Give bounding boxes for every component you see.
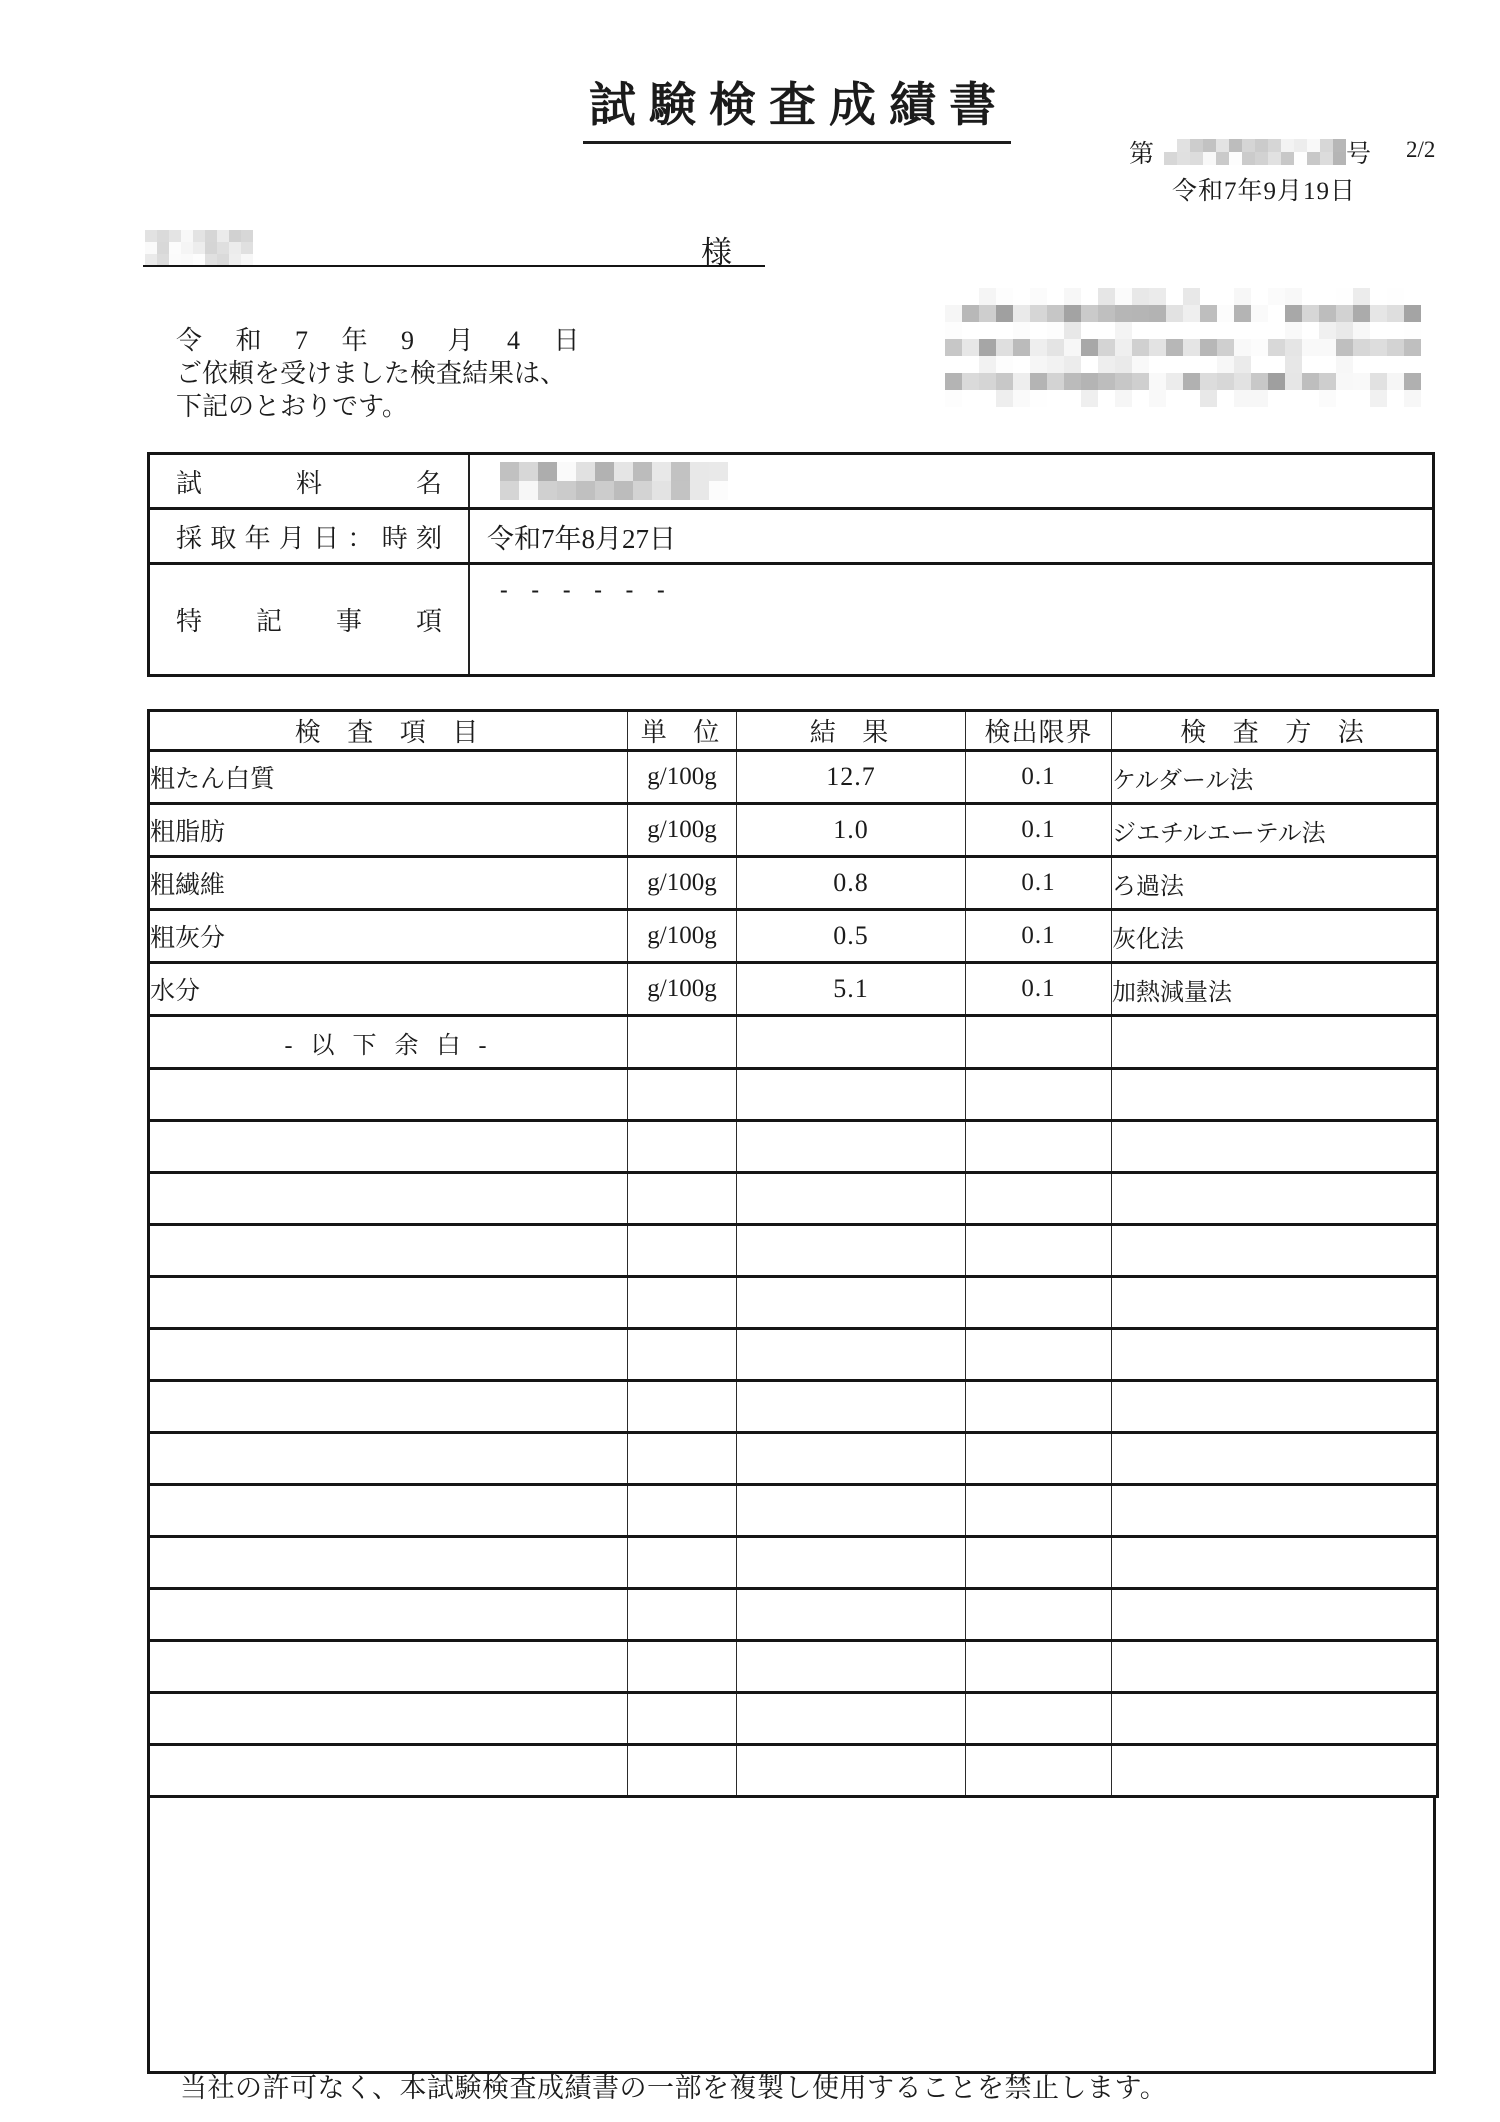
empty-cell (1112, 1485, 1438, 1537)
cell-limit: 0.1 (966, 751, 1112, 804)
empty-cell (149, 1537, 628, 1589)
empty-cell (628, 1121, 737, 1173)
empty-row (149, 1173, 1438, 1225)
recipient-underline (143, 265, 765, 267)
empty-cell (966, 1693, 1112, 1745)
empty-cell (628, 1381, 737, 1433)
empty-cell (628, 1693, 737, 1745)
empty-cell (628, 1225, 737, 1277)
empty-cell (149, 1173, 628, 1225)
intro-line-2: 下記のとおりです。 (176, 392, 408, 421)
special-notes-row (150, 562, 1432, 674)
empty-row (149, 1121, 1438, 1173)
sampling-date-label: 採 取 年 月 日 ： 時 刻 (150, 510, 470, 562)
sample-info-table (147, 452, 1435, 677)
empty-cell (966, 1121, 1112, 1173)
empty-row (149, 1589, 1438, 1641)
result-row (149, 751, 1438, 804)
empty-cell (149, 1589, 628, 1641)
empty-cell (149, 1745, 628, 1797)
cell-unit: g/100g (628, 910, 737, 963)
cell-limit: 0.1 (966, 857, 1112, 910)
recipient-name-redacted (145, 230, 253, 266)
cell-result: 5.1 (737, 963, 966, 1016)
empty-cell (737, 1589, 966, 1641)
empty-cell (737, 1225, 966, 1277)
empty-cell (966, 1537, 1112, 1589)
issue-date: 令和7年9月19日 (1172, 178, 1357, 205)
empty-cell (1112, 1173, 1438, 1225)
empty-cell (628, 1485, 737, 1537)
sampling-date-row (150, 507, 1432, 562)
empty-cell (966, 1485, 1112, 1537)
empty-cell (628, 1173, 737, 1225)
empty-cell (1112, 1589, 1438, 1641)
empty-cell (1112, 1069, 1438, 1121)
empty-cell (628, 1329, 737, 1381)
cell-item: 粗灰分 (149, 910, 628, 963)
empty-cell (737, 1537, 966, 1589)
empty-cell (1112, 1693, 1438, 1745)
cell-unit: g/100g (628, 751, 737, 804)
empty-cell (737, 1329, 966, 1381)
empty-cell (737, 1641, 966, 1693)
cell-item: 粗脂肪 (149, 804, 628, 857)
empty-cell (737, 1121, 966, 1173)
sample-name-value (470, 455, 1432, 507)
empty-cell (966, 1641, 1112, 1693)
sample-name-redacted (500, 462, 728, 500)
empty-cell (1112, 1277, 1438, 1329)
footer-note: 当社の許可なく、本試験検査成績書の一部を複製し使用することを禁止します。 (180, 2073, 1168, 2103)
empty-row (149, 1693, 1438, 1745)
cell-method: 灰化法 (1112, 910, 1438, 963)
empty-cell (628, 1433, 737, 1485)
cell-result: 0.5 (737, 910, 966, 963)
empty-cell (149, 1069, 628, 1121)
empty-row (149, 1381, 1438, 1433)
sample-name-row (150, 455, 1432, 507)
empty-cell (737, 1693, 966, 1745)
issuer-block-redacted (945, 288, 1421, 407)
empty-cell (628, 1589, 737, 1641)
empty-cell (737, 1485, 966, 1537)
results-remarks-box (147, 1798, 1436, 2074)
header-detection-limit: 検出限界 (966, 711, 1112, 751)
empty-cell (737, 1433, 966, 1485)
cell-unit: g/100g (628, 857, 737, 910)
empty-row (149, 1485, 1438, 1537)
cell-item: 粗たん白質 (149, 751, 628, 804)
intro-block (176, 324, 587, 423)
empty-cell (149, 1225, 628, 1277)
empty-cell (737, 1069, 966, 1121)
cell-limit: 0.1 (966, 804, 1112, 857)
empty-cell (966, 1381, 1112, 1433)
sampling-date-value: 令和7年8月27日 (487, 523, 676, 554)
empty-cell (1112, 1381, 1438, 1433)
cell-method: ろ過法 (1112, 857, 1438, 910)
empty-cell (737, 1745, 966, 1797)
empty-cell (1112, 1016, 1438, 1069)
empty-row (149, 1225, 1438, 1277)
empty-cell (1112, 1121, 1438, 1173)
empty-row (149, 1277, 1438, 1329)
empty-cell (149, 1433, 628, 1485)
empty-row (149, 1329, 1438, 1381)
result-row (149, 857, 1438, 910)
intro-line-1: ご依頼を受けました検査結果は、 (176, 359, 567, 388)
empty-cell (737, 1277, 966, 1329)
special-notes-value: - - - - - - (500, 577, 674, 602)
results-header-row (149, 711, 1438, 751)
header-result: 結 果 (737, 711, 966, 751)
cell-limit: 0.1 (966, 963, 1112, 1016)
empty-cell (1112, 1537, 1438, 1589)
doc-number-redacted (1164, 139, 1346, 165)
empty-cell (1112, 1745, 1438, 1797)
result-row (149, 963, 1438, 1016)
empty-cell (628, 1745, 737, 1797)
cell-result: 12.7 (737, 751, 966, 804)
cell-result: 0.8 (737, 857, 966, 910)
cell-unit: g/100g (628, 804, 737, 857)
cell-item: 水分 (149, 963, 628, 1016)
empty-cell (966, 1745, 1112, 1797)
header-test-item: 検 査 項 目 (149, 711, 628, 751)
empty-cell (149, 1381, 628, 1433)
empty-row (149, 1433, 1438, 1485)
header-unit: 単 位 (628, 711, 737, 751)
empty-cell (149, 1485, 628, 1537)
empty-cell (149, 1693, 628, 1745)
empty-row (149, 1641, 1438, 1693)
empty-cell (149, 1641, 628, 1693)
empty-row (149, 1537, 1438, 1589)
cell-method: ジエチルエーテル法 (1112, 804, 1438, 857)
special-notes-label: 特 記 事 項 (150, 565, 470, 674)
page-title: 試験検査成績書 (583, 68, 1011, 144)
result-row (149, 910, 1438, 963)
page-indicator: 2/2 (1406, 137, 1436, 162)
results-table (147, 709, 1439, 1798)
empty-cell (737, 1016, 966, 1069)
empty-cell (149, 1329, 628, 1381)
cell-limit: 0.1 (966, 910, 1112, 963)
empty-cell (966, 1277, 1112, 1329)
empty-cell (1112, 1433, 1438, 1485)
cell-item: - 以 下 余 白 - (149, 1016, 628, 1069)
empty-cell (628, 1277, 737, 1329)
empty-cell (1112, 1641, 1438, 1693)
empty-cell (966, 1173, 1112, 1225)
empty-cell (1112, 1329, 1438, 1381)
empty-cell (1112, 1225, 1438, 1277)
empty-cell (628, 1537, 737, 1589)
result-row (149, 804, 1438, 857)
empty-cell (737, 1173, 966, 1225)
empty-row (149, 1069, 1438, 1121)
recipient-honorific: 様 (701, 235, 732, 270)
doc-number-suffix: 号 (1346, 141, 1372, 168)
cell-method: 加熱減量法 (1112, 963, 1438, 1016)
empty-cell (966, 1016, 1112, 1069)
header-test-method: 検 査 方 法 (1112, 711, 1438, 751)
results-section (147, 709, 1436, 2074)
empty-cell (628, 1016, 737, 1069)
empty-cell (966, 1069, 1112, 1121)
sample-name-label: 試 料 名 (150, 455, 470, 507)
empty-cell (149, 1121, 628, 1173)
request-date: 令 和 7 年 9 月 4 日 (176, 326, 587, 355)
cell-result: 1.0 (737, 804, 966, 857)
empty-cell (966, 1589, 1112, 1641)
cell-unit: g/100g (628, 963, 737, 1016)
cell-item: 粗繊維 (149, 857, 628, 910)
empty-row (149, 1745, 1438, 1797)
results-table-body (149, 751, 1438, 1797)
empty-cell (149, 1277, 628, 1329)
empty-cell (737, 1381, 966, 1433)
blank-note-row (149, 1016, 1438, 1069)
doc-number-prefix: 第 (1129, 141, 1155, 168)
empty-cell (628, 1069, 737, 1121)
empty-cell (628, 1641, 737, 1693)
empty-cell (966, 1225, 1112, 1277)
empty-cell (966, 1433, 1112, 1485)
cell-method: ケルダール法 (1112, 751, 1438, 804)
empty-cell (966, 1329, 1112, 1381)
